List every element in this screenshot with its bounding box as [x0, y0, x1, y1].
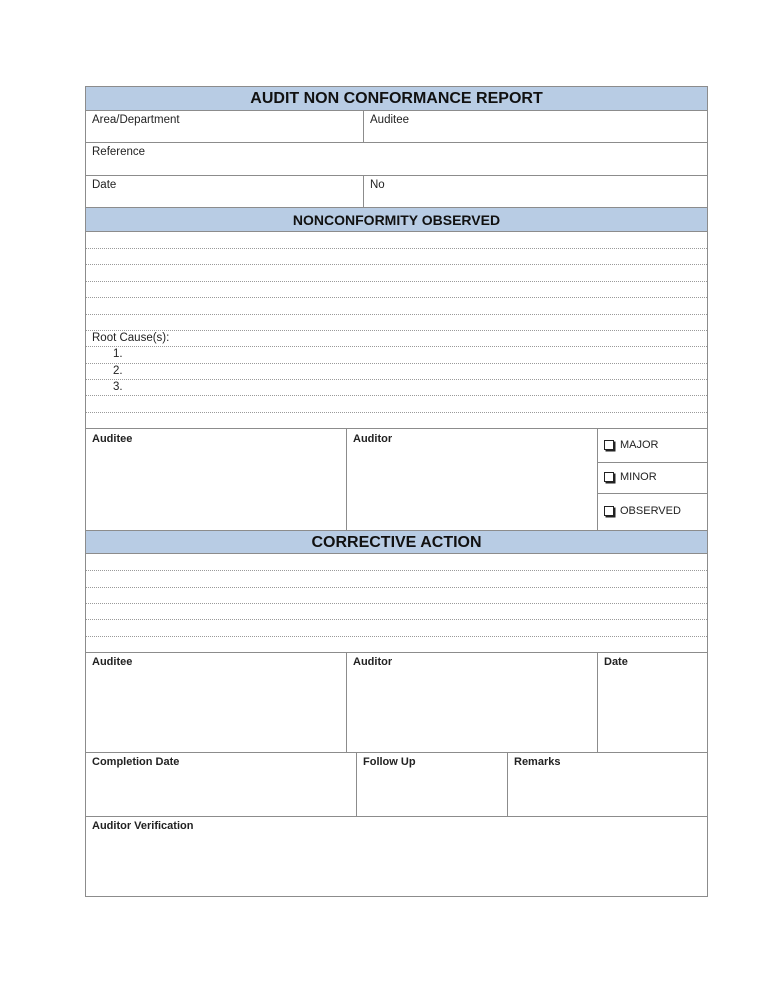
- auditee-label: Auditee: [370, 114, 410, 126]
- observed-label: OBSERVED: [620, 505, 681, 517]
- ca-date-label: Date: [604, 656, 628, 668]
- completion-date-label: Completion Date: [92, 756, 180, 768]
- ca-date-field[interactable]: [598, 653, 707, 753]
- remarks-field[interactable]: [508, 753, 707, 817]
- major-label: MAJOR: [620, 439, 659, 451]
- checkbox-icon[interactable]: [604, 440, 614, 450]
- remarks-label: Remarks: [514, 756, 561, 768]
- reference-field[interactable]: [86, 143, 707, 176]
- root-cause-item-2: 2.: [113, 365, 123, 377]
- checkbox-icon[interactable]: [604, 472, 614, 482]
- number-field[interactable]: [364, 176, 707, 208]
- ca-auditor-signoff[interactable]: [347, 653, 597, 753]
- date-field[interactable]: [86, 176, 363, 208]
- corrective-action-description-area[interactable]: [86, 554, 707, 653]
- auditor-verification-label: Auditor Verification: [92, 820, 194, 832]
- follow-up-label: Follow Up: [363, 756, 416, 768]
- nc-auditor-signoff[interactable]: [347, 429, 597, 530]
- corrective-action-section-title: CORRECTIVE ACTION: [86, 530, 707, 554]
- report-title: AUDIT NON CONFORMANCE REPORT: [86, 87, 707, 111]
- ca-auditor-label: Auditor: [353, 656, 393, 668]
- nc-auditee-label: Auditee: [92, 433, 133, 445]
- follow-up-field[interactable]: [357, 753, 507, 817]
- classification-observed[interactable]: [598, 494, 707, 530]
- classification-minor[interactable]: [598, 463, 707, 494]
- nc-auditor-label: Auditor: [353, 433, 393, 445]
- classification-major[interactable]: [598, 429, 707, 463]
- nc-auditee-signoff[interactable]: [86, 429, 346, 530]
- area-department-label: Area/Department: [92, 114, 180, 126]
- root-cause-item-3: 3.: [113, 381, 123, 393]
- area-department-field[interactable]: [86, 111, 363, 143]
- checkbox-icon[interactable]: [604, 506, 614, 516]
- number-label: No: [370, 179, 385, 191]
- date-label: Date: [92, 179, 117, 191]
- minor-label: MINOR: [620, 471, 657, 483]
- nonconformity-description-area[interactable]: [86, 232, 707, 429]
- ca-auditee-label: Auditee: [92, 656, 133, 668]
- ca-auditee-signoff[interactable]: [86, 653, 346, 753]
- auditee-field[interactable]: [364, 111, 707, 143]
- root-cause-label: Root Cause(s):: [92, 332, 170, 344]
- completion-date-field[interactable]: [86, 753, 356, 817]
- auditor-verification-field[interactable]: [86, 817, 707, 896]
- nonconformity-section-title: NONCONFORMITY OBSERVED: [86, 208, 707, 232]
- root-cause-item-1: 1.: [113, 348, 123, 360]
- audit-nonconformance-form: [85, 86, 708, 897]
- reference-label: Reference: [92, 146, 146, 158]
